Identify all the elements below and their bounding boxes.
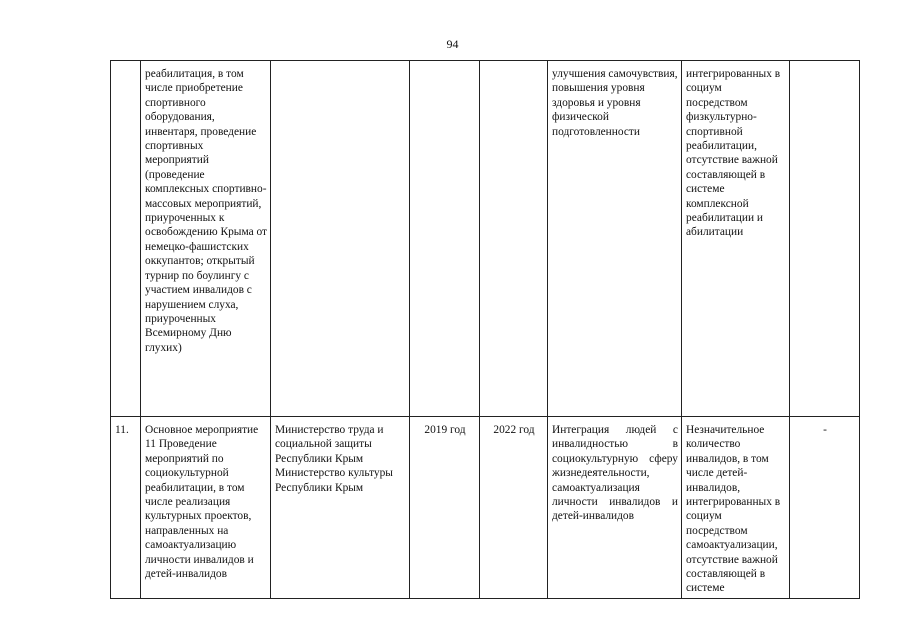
cell-link	[790, 61, 860, 417]
page-number: 94	[446, 37, 459, 51]
program-table	[110, 60, 860, 599]
cell-end-year: 2022 год	[480, 417, 548, 599]
cell-consequences: Незначительное количество инвалидов, в том числе детей-инвалидов, интегрированных в социум посредством самоактуализации, отсутствие важной составляющей в системе	[682, 417, 790, 599]
cell-start-year: 2019 год	[410, 417, 480, 599]
cell-number: 11.	[111, 417, 141, 599]
cell-consequences: интегрированных в социум посредством физкультурно-спортивной реабилитации, отсутствие важной составляющей в системе комплексной реабилитации и абилитации	[682, 61, 790, 417]
cell-end-year	[480, 61, 548, 417]
cell-expected-result: Интеграция людей с инвалидностью в социокультурную сферу жизнедеятельности, самоактуализация личности инвалидов и детей-инвалидов	[548, 417, 682, 599]
cell-number	[111, 61, 141, 417]
cell-link: -	[790, 417, 860, 599]
table-row	[111, 61, 860, 417]
cell-start-year	[410, 61, 480, 417]
table-row	[111, 417, 860, 599]
cell-event-name: реабилитация, в том числе приобретение спортивного оборудования, инвентаря, проведение спортивных мероприятий (проведение комплексных спортивно-массовых мероприятий, приуроченных к освобождению Крыма от немецко-фашистских оккупантов; открытый турнир по боулингу с участием инвалидов с нарушением слуха, приуроченных Всемирному Дню глухих)	[141, 61, 271, 417]
cell-executor	[271, 61, 410, 417]
cell-executor: Министерство труда и социальной защиты Республики Крым Министерство культуры Республики Крым	[271, 417, 410, 599]
cell-event-name: Основное мероприятие 11 Проведение мероприятий по социокультурной реабилитации, в том числе реализация культурных проектов, направленных на самоактуализацию личности инвалидов и детей-инвалидов	[141, 417, 271, 599]
cell-expected-result: улучшения самочувствия, повышения уровня здоровья и уровня физической подготовленности	[548, 61, 682, 417]
